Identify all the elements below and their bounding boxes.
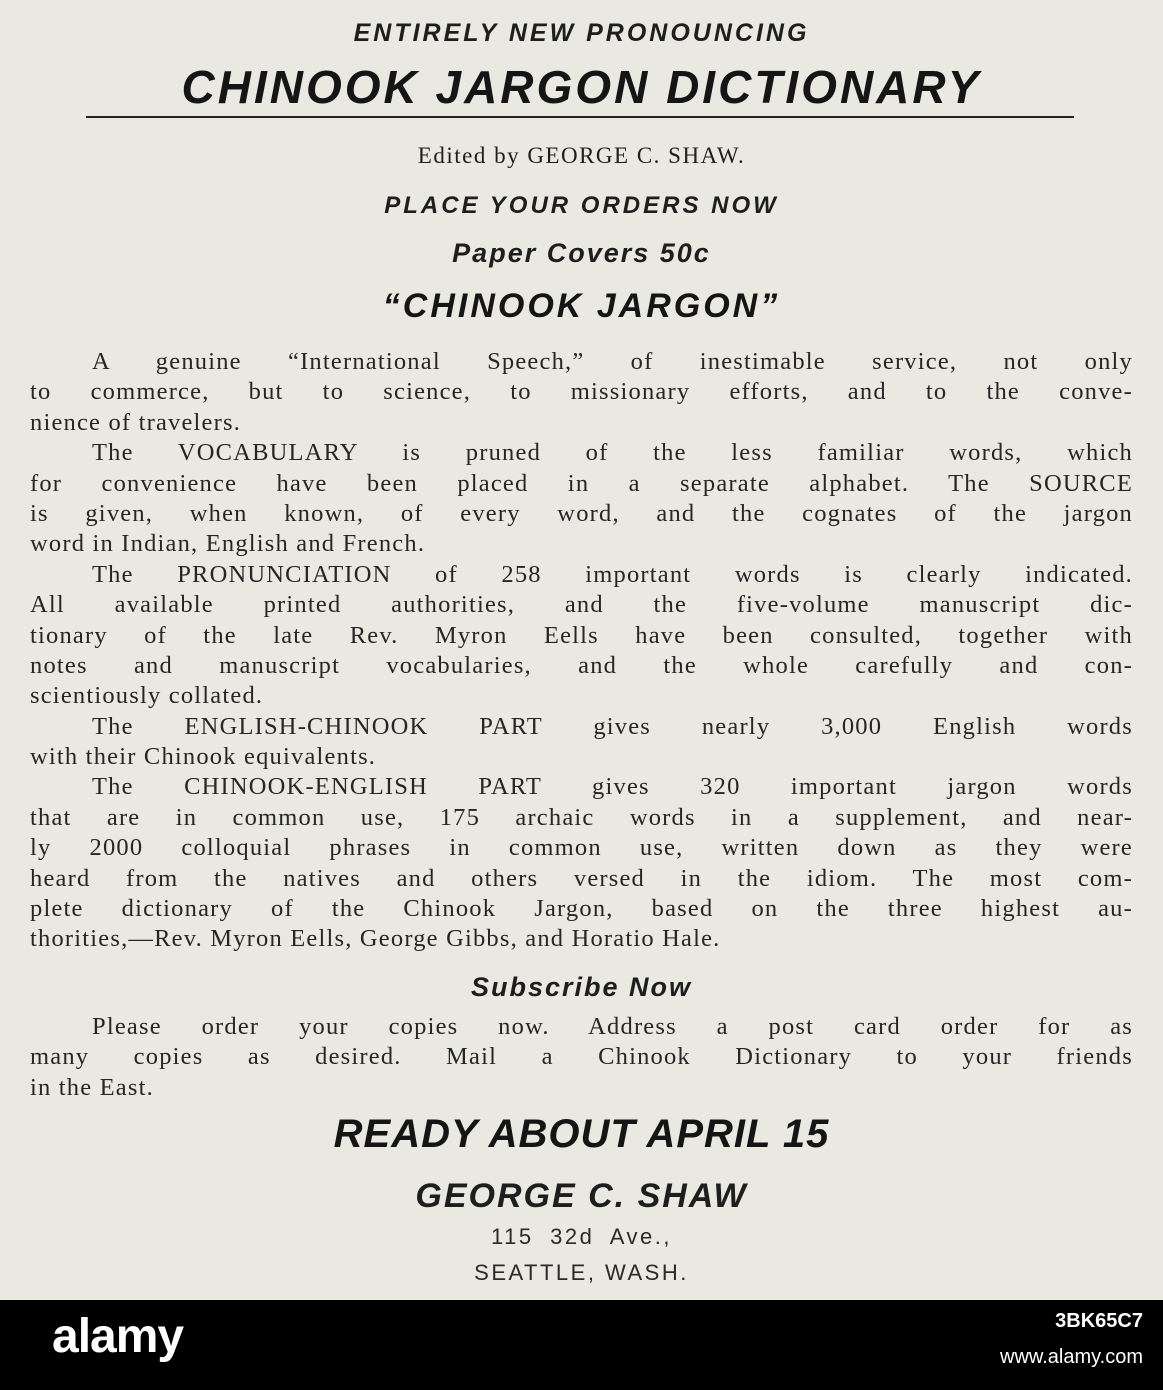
subscribe-body — [30, 1012, 1133, 1103]
editor-credit: Edited by GEORGE C. SHAW. — [417, 143, 746, 168]
description-body — [30, 347, 1133, 955]
book-subtitle: “CHINOOK JARGON” — [382, 287, 781, 325]
text-line: word in Indian, English and French. — [30, 530, 426, 558]
publisher-name: GEORGE C. SHAW — [415, 1177, 748, 1215]
text-line: thorities,—Rev. Myron Eells, George Gibbs, and Horatio Hale. — [30, 925, 721, 953]
address-street: 115 32d Ave., — [490, 1224, 673, 1249]
text-line: that are in common use, 175 archaic words in a supplement, and near- — [30, 803, 1133, 831]
kicker-line: ENTIRELY NEW PRONOUNCING — [353, 19, 810, 47]
ready-date-heading: READY ABOUT APRIL 15 — [333, 1112, 830, 1156]
text-line: with their Chinook equivalents. — [30, 743, 377, 771]
text-line: tionary of the late Rev. Myron Eells have been consulted, together with — [30, 621, 1133, 649]
address-city: SEATTLE, WASH. — [474, 1260, 689, 1285]
orders-heading: PLACE YOUR ORDERS NOW — [384, 192, 779, 219]
text-line: is given, when known, of every word, and the cognates of the jargon — [30, 499, 1133, 527]
text-line: The VOCABULARY is pruned of the less familiar words, which — [92, 439, 1133, 467]
text-line: to commerce, but to science, to missionary efforts, and to the conve- — [30, 378, 1133, 406]
text-line: A genuine “International Speech,” of inestimable service, not only — [92, 348, 1133, 375]
text-line: many copies as desired. Mail a Chinook Dictionary to your friends — [30, 1043, 1133, 1071]
text-line: nience of travelers. — [30, 408, 242, 436]
dictionary-title: CHINOOK JARGON DICTIONARY — [181, 61, 982, 113]
price-line: Paper Covers 50c — [452, 238, 711, 268]
text-line: heard from the natives and others versed in the idiom. The most com- — [30, 864, 1133, 892]
text-line: for convenience have been placed in a separate alphabet. The SOURCE — [30, 469, 1133, 497]
title-underline — [86, 116, 1074, 118]
subscribe-heading: Subscribe Now — [470, 972, 693, 1002]
text-line: All available printed authorities, and the five-volume manuscript dic- — [30, 591, 1133, 619]
watermark-image-id: 3BK65C7 — [1055, 1310, 1143, 1332]
text-line: plete dictionary of the Chinook Jargon, based on the three highest au- — [30, 895, 1133, 923]
text-line: ly 2000 colloquial phrases in common use, written down as they were — [30, 834, 1133, 862]
text-line: in the East. — [30, 1073, 154, 1101]
text-line: The PRONUNCIATION of 258 important words is clearly indicated. — [92, 560, 1133, 588]
text-line: notes and manuscript vocabularies, and the whole carefully and con- — [30, 651, 1133, 679]
watermark-url: www.alamy.com — [1000, 1346, 1143, 1368]
text-line: The ENGLISH-CHINOOK PART gives nearly 3,000 English words — [92, 712, 1133, 740]
text-line: The CHINOOK-ENGLISH PART gives 320 important jargon words — [92, 773, 1133, 801]
watermark-logo: alamy — [52, 1310, 184, 1363]
text-line: scientiously collated. — [30, 682, 264, 710]
text-line: Please order your copies now. Address a post card order for as — [92, 1013, 1133, 1040]
